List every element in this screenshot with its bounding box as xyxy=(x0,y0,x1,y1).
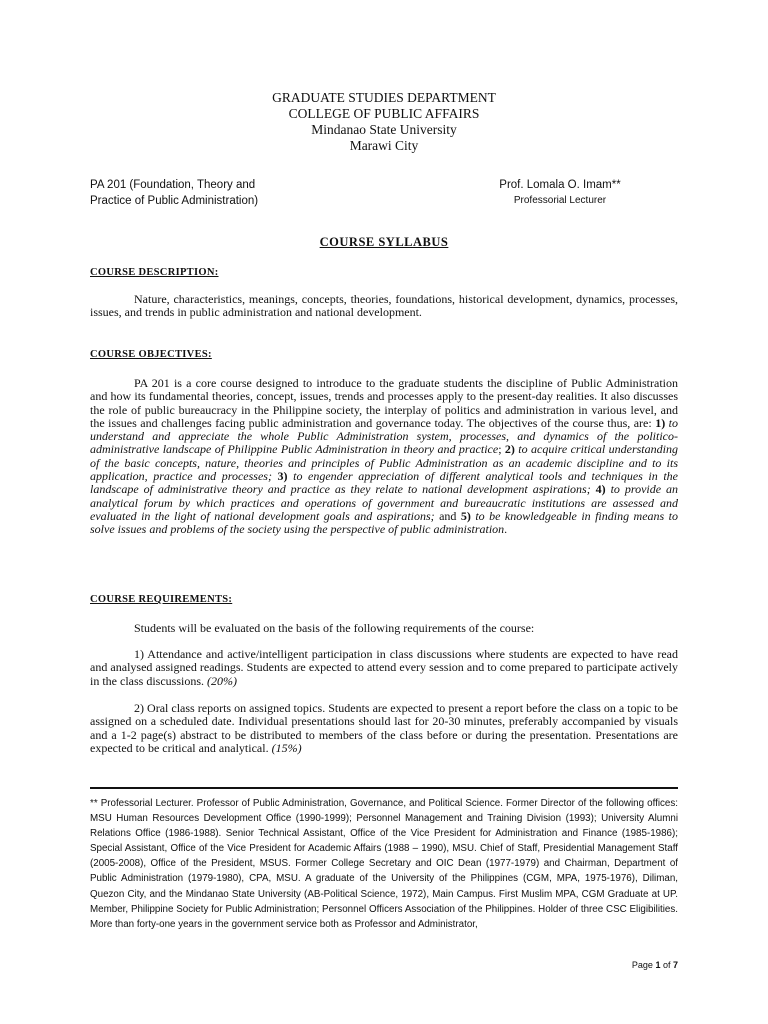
objectives-text xyxy=(90,377,678,537)
professor-name: Prof. Lomala O. Imam** xyxy=(499,179,621,191)
objectives-heading: COURSE OBJECTIVES: xyxy=(90,349,212,360)
requirement-1 xyxy=(90,648,678,688)
objective-3: to engender appreciation of different analytical tools and techniques in the landscape of administrative theory and practice as they relate to national development aspirations; xyxy=(90,469,679,497)
requirement-2-text: 2) Oral class reports on assigned topics. Students are expected to present a report before the class on a topic to be assigned on a scheduled date. Individual presentations should last for 20-30 minutes, preferably accompanied by visuals and a 1-2 page(s) abstract to be distributed to members of the class before or during the presentation. Presentations are expected to be critical and analytical. xyxy=(90,701,678,755)
department-name: GRADUATE STUDIES DEPARTMENT xyxy=(272,90,496,105)
professor-title: Professorial Lecturer xyxy=(513,195,607,206)
professor-block xyxy=(480,177,640,208)
requirement-1-text: 1) Attendance and active/intelligent participation in class discussions where students are expected to have read and analysed assigned readings. Students are expected to attend every session and to come prepared to participate actively in the class discussions. xyxy=(90,647,678,688)
description-body: Nature, characteristics, meanings, concepts, theories, foundations, historical development, dynamics, processes, issues, and trends in public administration and national development. xyxy=(90,292,678,320)
requirement-1-percent: (20%) xyxy=(207,673,237,688)
city-name: Marawi City xyxy=(349,138,419,153)
requirement-2-percent: (15%) xyxy=(271,740,302,755)
objective-number-5: 5) xyxy=(460,508,471,523)
requirements-heading: COURSE REQUIREMENTS: xyxy=(90,594,233,605)
college-name: COLLEGE OF PUBLIC AFFAIRS xyxy=(288,106,480,121)
description-heading: COURSE DESCRIPTION: xyxy=(90,267,219,278)
page-label: Page xyxy=(631,960,656,970)
course-title-line-2: Practice of Public Administration) xyxy=(90,195,259,207)
objective-1: to understand and appreciate the whole Public Administration system, processes, and dynamics of the politico-administrative landscape of Philippine Public Administration in theory and practice xyxy=(90,415,678,457)
objective-number-1: 1) xyxy=(655,415,666,430)
requirements-intro xyxy=(90,622,678,635)
objective-number-4: 4) xyxy=(595,482,606,497)
description-text xyxy=(90,293,678,320)
objective-2: to acquire critical understanding of the basic concepts, nature, theories and principles of Public Administration as an academic discipline and to its application, practice and processes; xyxy=(90,442,678,484)
objective-number-2: 2) xyxy=(504,442,515,457)
objectives-intro: PA 201 is a core course designed to introduce to the graduate students the discipline of Public Administration and how its fundamental theories, concept, issues, trends and processes apply to the present-day realities. It also discusses the role of public bureaucracy in the Philippine society, the interplay of politics and administration in various level, and the issues and challenges facing public administration and governance today. The objectives of the course thus, are: xyxy=(90,376,678,430)
page-number xyxy=(600,960,678,970)
course-title xyxy=(90,177,258,209)
course-title-line-1: PA 201 (Foundation, Theory and xyxy=(90,179,256,191)
page-of: of xyxy=(660,960,673,970)
footnote: ** Professorial Lecturer. Professor of Public Administration, Governance, and Political Science. Former Director of the following offices: MSU Human Resources Development Office (1990-1999); Personnel Management and Training Division (1993); University Alumni Relations Office (1986-1988). Senior Technical Assistant, Office of the Vice President for Administration and Finance (1985-1986); Special Assistant, Office of the Vice President for Academic Affairs (1988 – 1990), MSU. Chief of Staff, Presidential Management Staff (2005-2008), Office of the President, MSUS. Former College Secretary and OIC Dean (1977-1979) and Chairman, Department of Public Administration (1979-1980), CPA, MSU. A graduate of the University of the Philippines (CGM, MPA, 1975-1976), Diliman, Quezon City, and the Mindanao State University (AB-Political Science, 1972), Main Campus. First Muslim MPA, CGM Graduate at UP. Member, Philippine Society for Public Administration; Personnel Officers Association of the Philippines. Holder of three CSC Eligibilities. More than forty-one years in the government service both as Professor and Administrator, xyxy=(90,798,678,930)
objective-and: and xyxy=(439,508,461,523)
footnote-divider xyxy=(90,787,678,789)
syllabus-title: COURSE SYLLABUS xyxy=(319,235,449,249)
objective-separator: ; xyxy=(498,442,505,457)
objective-number-3: 3) xyxy=(277,469,288,484)
objective-5: to be knowledgeable in finding means to solve issues and problems of the society using the perspective of public administration xyxy=(90,508,678,537)
document-header xyxy=(0,90,768,154)
objective-4: to provide an analytical forum by which practices and operations of government and bureaucratic institutions are assessed and evaluated in the light of national development goals and aspirations; xyxy=(90,482,678,523)
page-current: 1 xyxy=(655,960,661,970)
requirements-intro-text: Students will be evaluated on the basis of the following requirements of the course: xyxy=(134,621,535,635)
requirement-2 xyxy=(90,702,678,755)
page-total: 7 xyxy=(672,960,678,970)
university-name: Mindanao State University xyxy=(311,122,457,137)
objective-end: . xyxy=(504,522,508,537)
